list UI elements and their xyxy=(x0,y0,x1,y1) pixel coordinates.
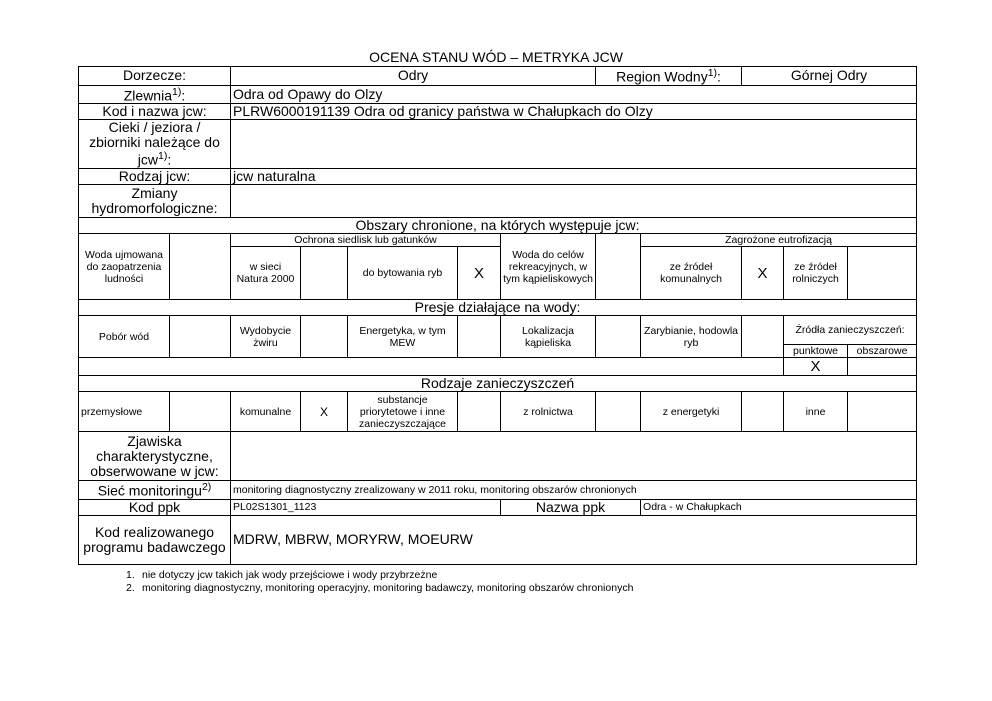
row-presje-header xyxy=(79,300,917,316)
row-rodzaje-header xyxy=(79,376,917,392)
dorzecze-value: Odry xyxy=(231,67,596,86)
zmiany-label: Zmiany hydromorfologiczne: xyxy=(79,185,231,218)
program-label: Kod realizowanego programu badawczego xyxy=(79,515,231,564)
komunalne-label: ze źródeł komunalnych xyxy=(641,247,742,300)
presje-spacer xyxy=(79,358,784,376)
row-presje-items xyxy=(79,316,917,345)
rolnicze-mark xyxy=(848,247,917,300)
row-obszary-subheader xyxy=(79,234,917,247)
komunalne-mark: X xyxy=(742,247,784,300)
ryby-mark: X xyxy=(458,247,501,300)
nazwa-ppk-value: Odra - w Chałupkach xyxy=(641,499,917,515)
rodzaje-komunalne-mark: X xyxy=(301,392,348,432)
nazwa-ppk-label: Nazwa ppk xyxy=(501,499,641,515)
woda-ujmowana-mark xyxy=(170,234,231,300)
obszarowe-mark xyxy=(848,358,917,376)
substancje-mark xyxy=(458,392,501,432)
row-rodzaj xyxy=(79,169,917,185)
energetyki-label: z energetyki xyxy=(641,392,742,432)
siec-label: Sieć monitoringu$^{2)}$ xyxy=(79,481,231,500)
rekreacja-mark xyxy=(596,234,641,300)
punktowe-label: punktowe xyxy=(784,345,848,358)
row-rodzaje-items xyxy=(79,392,917,432)
zlewnia-value: Odra od Opawy do Olzy xyxy=(231,85,917,104)
przemyslowe-label: przemysłowe xyxy=(79,392,170,432)
ryby-label: do bytowania ryb xyxy=(348,247,458,300)
row-ppk xyxy=(79,499,917,515)
document-title: OCENA STANU WÓD – METRYKA JCW xyxy=(369,49,623,65)
ochrona-header: Ochrona siedlisk lub gatunków xyxy=(231,234,501,247)
cieki-label: Cieki / jeziora / zbiorniki należące do jcw$^{1)}$: xyxy=(79,120,231,169)
row-dorzecze xyxy=(79,67,917,86)
siec-value: monitoring diagnostyczny zrealizowany w 2011 roku, monitoring obszarów chronionych xyxy=(231,481,917,500)
wydobycie-mark xyxy=(301,316,348,358)
row-program xyxy=(79,515,917,564)
row-zmiany xyxy=(79,185,917,218)
natura-label: w sieci Natura 2000 xyxy=(231,247,301,300)
zarybianie-mark xyxy=(742,316,784,358)
zarybianie-label: Zarybianie, hodowla ryb xyxy=(641,316,742,358)
rolnictwa-label: z rolnictwa xyxy=(501,392,596,432)
row-zjawiska xyxy=(79,432,917,481)
inne-label: inne xyxy=(784,392,848,432)
inne-mark xyxy=(848,392,917,432)
substancje-label: substancje priorytetowe i inne zanieczyszczające xyxy=(348,392,458,432)
zmiany-value xyxy=(231,185,917,218)
zlewnia-label: Zlewnia$^{1)}$: xyxy=(79,85,231,104)
row-obszary-header xyxy=(79,218,917,234)
program-value: MDRW, MBRW, MORYRW, MOEURW xyxy=(231,515,917,564)
wydobycie-label: Wydobycie żwiru xyxy=(231,316,301,358)
pobor-label: Pobór wód xyxy=(79,316,170,358)
rolnictwa-mark xyxy=(596,392,641,432)
footnotes xyxy=(126,569,633,594)
row-zrodla-marks xyxy=(79,358,917,376)
rodzaj-value: jcw naturalna xyxy=(231,169,917,185)
kod-nazwa-value: PLRW6000191139 Odra od granicy państwa w Chałupkach do Olzy xyxy=(231,104,917,120)
region-value: Górnej Odry xyxy=(742,67,917,86)
przemyslowe-mark xyxy=(170,392,231,432)
region-label: Region Wodny$^{1)}$: xyxy=(596,67,742,86)
footnote-2: 2. monitoring diagnostyczny, monitoring operacyjny, monitoring badawczy, monitoring obszarów chronionych xyxy=(126,581,634,594)
presje-header: Presje działające na wody: xyxy=(79,300,917,316)
punktowe-mark: X xyxy=(784,358,848,376)
kapielisko-label: Lokalizacja kąpieliska xyxy=(501,316,596,358)
row-zlewnia xyxy=(79,85,917,104)
woda-ujmowana-label: Woda ujmowana do zaopatrzenia ludności xyxy=(79,234,170,300)
zrodla-header: Źródła zanieczyszczeń: xyxy=(784,316,917,345)
kapielisko-mark xyxy=(596,316,641,358)
kod-ppk-value: PL02S1301_1123 xyxy=(231,499,501,515)
energetyka-label: Energetyka, w tym MEW xyxy=(348,316,458,358)
dorzecze-label: Dorzecze: xyxy=(79,67,231,86)
row-kod-nazwa xyxy=(79,104,917,120)
energetyka-mark xyxy=(458,316,501,358)
rolnicze-label: ze źródeł rolniczych xyxy=(784,247,848,300)
metryka-table xyxy=(78,66,917,565)
row-cieki xyxy=(79,120,917,169)
obszarowe-label: obszarowe xyxy=(848,345,917,358)
zjawiska-label: Zjawiska charakterystyczne, obserwowane w jcw: xyxy=(79,432,231,481)
eutrofizacja-header: Zagrożone eutrofizacją xyxy=(641,234,917,247)
natura-mark xyxy=(301,247,348,300)
zjawiska-value xyxy=(231,432,917,481)
rodzaj-label: Rodzaj jcw: xyxy=(79,169,231,185)
kod-nazwa-label: Kod i nazwa jcw: xyxy=(79,104,231,120)
obszary-header: Obszary chronione, na których występuje jcw: xyxy=(79,218,917,234)
rekreacja-label: Woda do celów rekreacyjnych, w tym kąpieliskowych xyxy=(501,234,596,300)
kod-ppk-label: Kod ppk xyxy=(79,499,231,515)
rodzaje-komunalne-label: komunalne xyxy=(231,392,301,432)
energetyki-mark xyxy=(742,392,784,432)
rodzaje-header: Rodzaje zanieczyszczeń xyxy=(79,376,917,392)
row-siec xyxy=(79,481,917,500)
footnote-1: 1. nie dotyczy jcw takich jak wody przejściowe i wody przybrzeżne xyxy=(126,569,438,581)
pobor-mark xyxy=(170,316,231,358)
cieki-value xyxy=(231,120,917,169)
